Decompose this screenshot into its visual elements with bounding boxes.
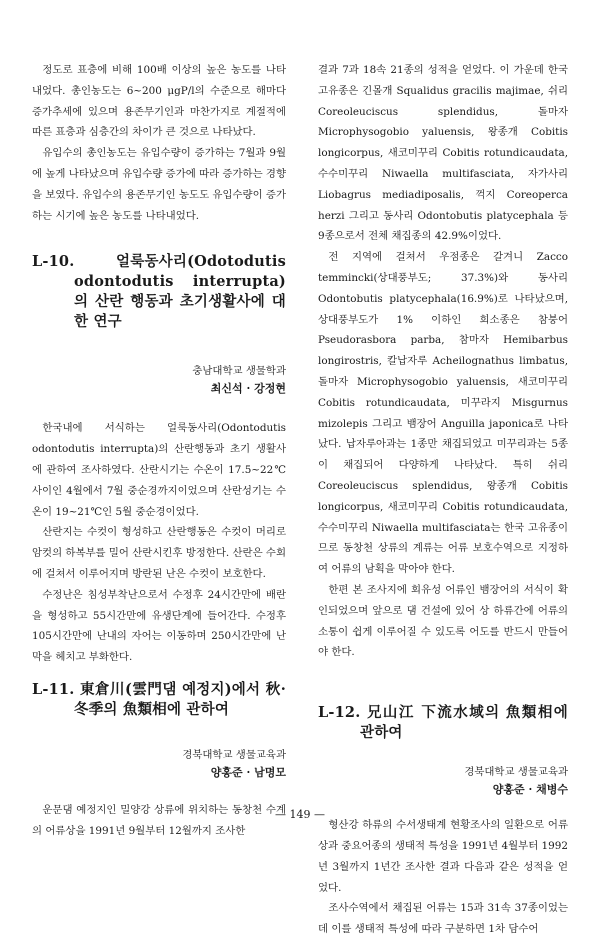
l11-authors: 양홍준 · 남명모 [210,765,286,779]
l12-paragraph-2: 조사수역에서 채집된 어류는 15과 31속 37종이었는데 이를 생태적 특성에 따라 구분하면 1차 담수어 [318,902,568,936]
page-number: — 149 — [275,808,325,821]
l11-paragraph-1: 운문댐 예정지인 밀양강 상류에 위치하는 동창천 수계의 어류상을 1991년 9월부터 12월까지 조사한 [32,803,286,837]
left-column [32,60,286,842]
l11-title: L-11. 東倉川(雲門댐 예정지)에서 秋·冬季의 魚類相에 관하여 [32,680,286,718]
l10-paragraph-1: 한국내에 서식하는 얼룩동사리(Odontodutis odontodutis interrupta)의 산란행동과 초기 생활사에 관하여 조사하였다. 산란시기는 수온이 17.5~22℃ 사이인 4월에서 7월 중순경까지이었으며 산란성기는 수온이 19~21℃인 5월 중순경이었다. [32,422,286,518]
l12-affiliation: 경북대학교 생물교육과 [464,766,568,779]
l10-authors: 최신석 · 강정현 [210,382,286,396]
l10-affiliation: 충남대학교 생물학과 [192,365,286,378]
right-paragraph-1: 결과 7과 18속 21종의 성적을 얻었다. 이 가운데 한국 고유종은 긴몰개 Squalidus gracilis majimae, 쉬리 Coreoleuciscus splendidus, 돌마자 Microphysogobio yaluensis, 왕종개 Cobitis longicorpus, 새코미꾸리 Cobitis rotundicaudata, 수수미꾸리 Niwaella multifasciata, 자가사리 Liobagrus mediadiposalis, 꺽지 Coreoperca herzi 그리고 동사리 Odontobutis platycephala 등 9종으로서 전체 채집종의 42.9%이었다. [318,64,568,243]
right-paragraph-3: 한편 본 조사지에 회유성 어류인 뱀장어의 서식이 확인되었으며 앞으로 댐 건설에 있어 상 하류간에 어류의 소통이 쉽게 이루어질 수 있도록 어도를 반드시 만들어야 한다. [318,583,568,659]
l10-paragraph-3: 수정난은 침성부착난으로서 수정후 24시간만에 배란을 형성하고 55시간만에 유생단계에 들어간다. 수정후 105시간만에 난내의 자어는 이동하며 250시간만에 난막을 헤치고 부화한다. [32,588,286,664]
l12-paragraph-1: 형산강 하류의 수서생태계 현황조사의 일환으로 어류상과 중요어종의 생태적 특성을 1991년 4월부터 1992년 3월까지 1년간 조사한 결과 다음과 같은 성적을 얻었다. [318,819,568,894]
intro-paragraph-1: 정도로 표층에 비해 100배 이상의 높은 농도를 나타내었다. 총인농도는 6~200 μgP/l의 수준으로 해마다 증가추세에 있으며 용존무기인과 마찬가지로 계절적에 따른 표층과 심층간의 차이가 큰 것으로 나타났다. [32,64,286,139]
l11-affiliation: 경북대학교 생물교육과 [182,748,286,761]
right-paragraph-2: 전 지역에 걸쳐서 우점종은 갈겨니 Zacco temmincki(상대풍부도; 37.3%)와 동사리 Odontobutis platycephala(16.9%)로 나타났으며, 상대풍부도가 1% 이하인 희소종은 참붕어 Pseudorasbora parba, 참마자 Hemibarbus longirostris, 칼납자루 Acheilognathus limbatus, 돌마자 Microphysogobio yaluensis, 새코미꾸리 Cobitis rotundicaudata, 미꾸라지 Misgurnus mizolepis 그리고 뱀장어 Anguilla japonica로 나타났다. 납자루아과는 1종만 채집되었고 미꾸리과는 5종이 채집되어 다양하게 나타났다. 특히 쉬리 Coreoleuciscus splendidus, 왕종개 Cobitis longicorpus, 새코미꾸리 Cobitis rotundicaudata, 수수미꾸리 Niwaella multifasciata는 한국 고유종이므로 동창천 상류의 계류는 어류 보호수역으로 지정하여 어류의 남획을 막아야 한다. [318,251,568,576]
l12-title: L-12. 兄山江 下流水域의 魚類相에 관하여 [318,704,568,742]
l10-paragraph-2: 산란지는 수컷이 형성하고 산란행동은 수컷이 머리로 암컷의 하복부를 밀어 산란시킨후 방정한다. 산란은 수회에 걸쳐서 이루어지며 방란된 난은 수컷이 보호한다. [32,526,286,580]
l10-title: L-10. 얼룩동사리(Odotodutis odontodutis interrupta)의 산란 행동과 초기생활사에 대한 연구 [32,253,286,331]
l12-authors: 양홍준 · 채병수 [492,783,568,797]
intro-paragraph-2: 유입수의 총인농도는 유입수량이 증가하는 7월과 9월에 높게 나타났으며 유입수량 증가에 따라 증가하는 경향을 보였다. 유입수의 용존무기인 농도도 유입수량이 증가하는 시기에 높은 농도를 나타내었다. [32,147,286,222]
